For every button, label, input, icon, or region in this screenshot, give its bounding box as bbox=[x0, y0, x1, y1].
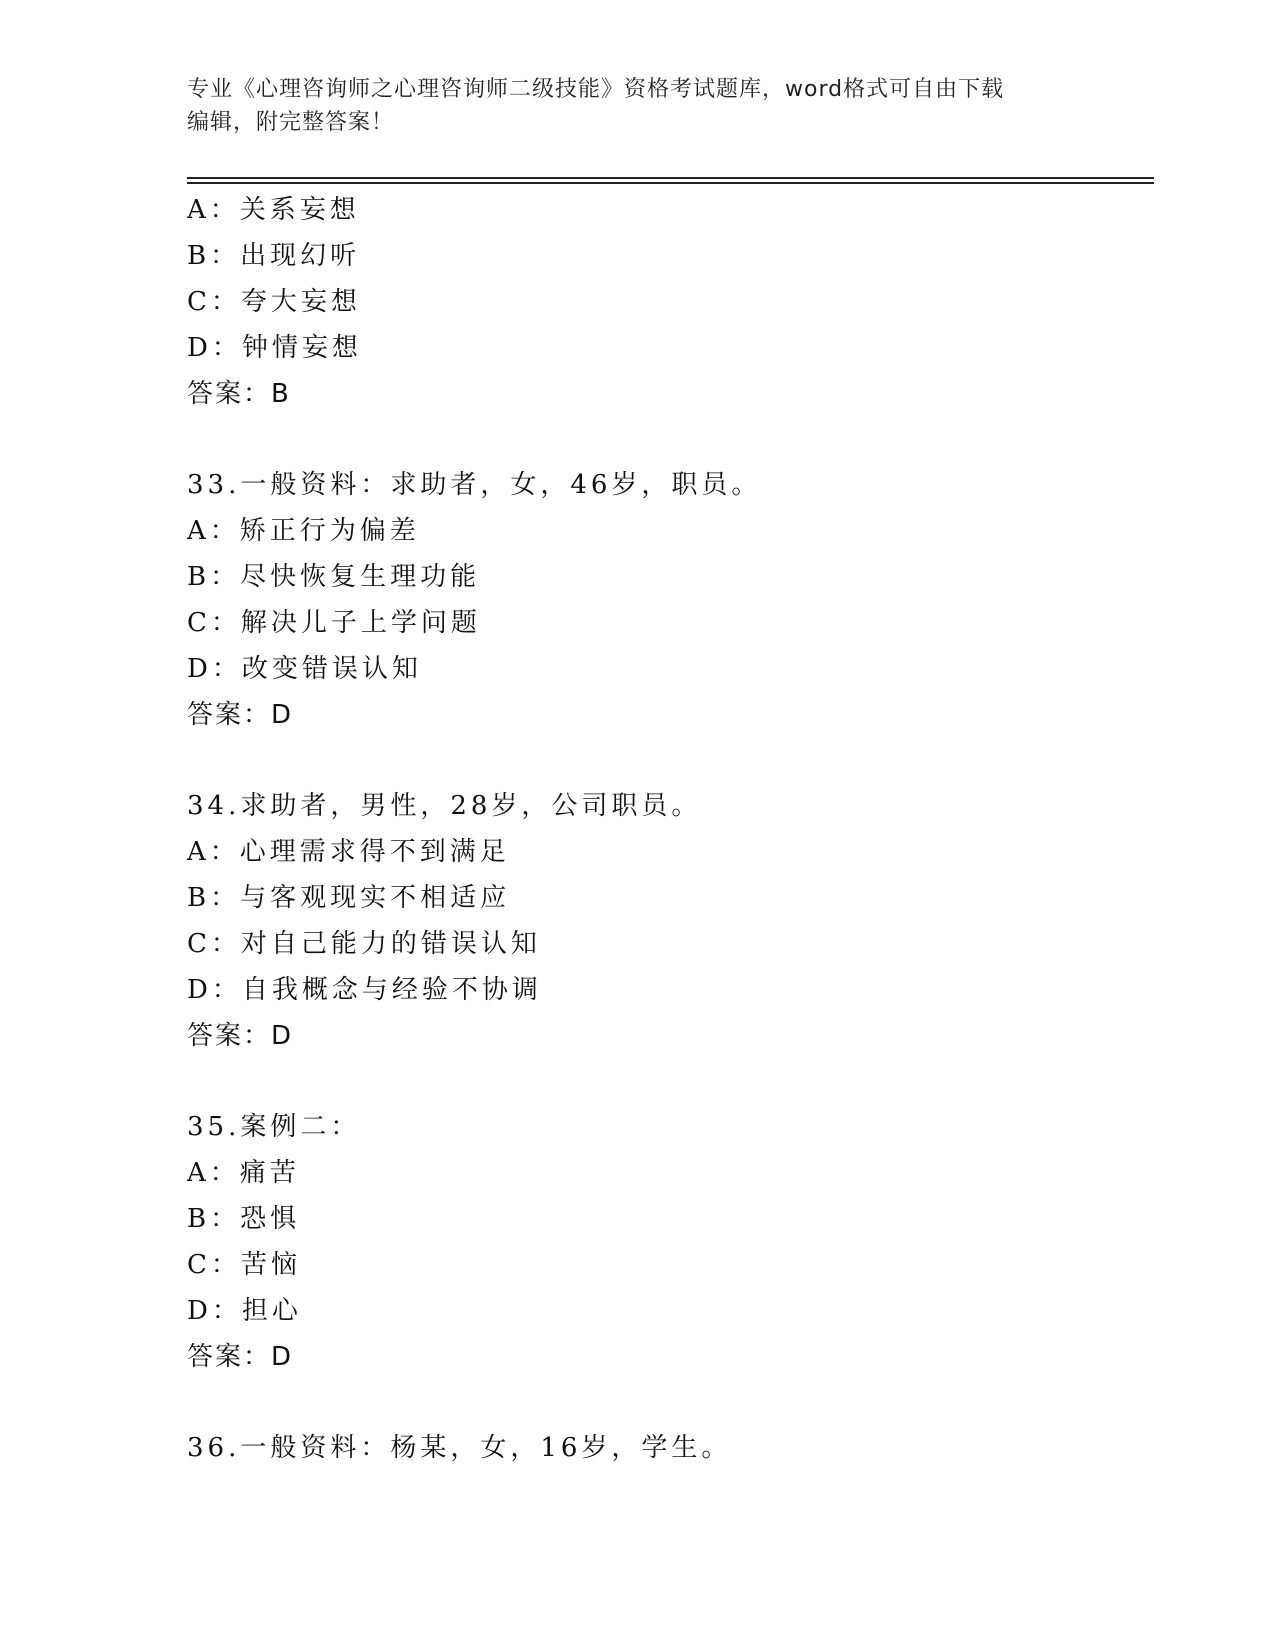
block-spacer bbox=[187, 1380, 1147, 1425]
answer-line: 答案：D bbox=[187, 1342, 294, 1372]
option-c: C：夸大妄想 bbox=[187, 287, 361, 317]
question-stem: 36.一般资料：杨某，女，16岁，学生。 bbox=[187, 1433, 732, 1463]
option-c: C：对自己能力的错误认知 bbox=[187, 929, 541, 959]
header-divider-top bbox=[187, 177, 1154, 179]
question-block bbox=[187, 187, 1147, 417]
question-block bbox=[187, 462, 1147, 738]
option-c: C：苦恼 bbox=[187, 1250, 301, 1280]
option-c: C：解决儿子上学问题 bbox=[187, 608, 481, 638]
answer-line: 答案：D bbox=[187, 1021, 294, 1051]
block-spacer bbox=[187, 417, 1147, 462]
option-a: A：心理需求得不到满足 bbox=[187, 837, 510, 867]
question-stem: 35.案例二： bbox=[187, 1112, 361, 1142]
answer-line: 答案：D bbox=[187, 700, 294, 730]
option-d: D：钟情妄想 bbox=[187, 333, 362, 363]
option-b: B：尽快恢复生理功能 bbox=[187, 562, 481, 592]
answer-line: 答案：B bbox=[187, 379, 291, 409]
option-b: B：与客观现实不相适应 bbox=[187, 883, 511, 913]
option-b: B：恐惧 bbox=[187, 1204, 301, 1234]
option-a: A：矫正行为偏差 bbox=[187, 516, 420, 546]
question-stem: 34.求助者，男性，28岁，公司职员。 bbox=[187, 791, 702, 821]
header-line-1: 专业《心理咨询师之心理咨询师二级技能》资格考试题库，word格式可自由下载 bbox=[187, 77, 1005, 102]
option-a: A：关系妄想 bbox=[187, 195, 360, 225]
header-divider-bottom bbox=[187, 182, 1154, 184]
question-list bbox=[187, 187, 1147, 1471]
option-d: D：自我概念与经验不协调 bbox=[187, 975, 542, 1005]
question-block bbox=[187, 1425, 1147, 1471]
question-block bbox=[187, 783, 1147, 1059]
block-spacer bbox=[187, 1059, 1147, 1104]
question-stem: 33.一般资料：求助者，女，46岁，职员。 bbox=[187, 470, 762, 500]
block-spacer bbox=[187, 738, 1147, 783]
option-d: D：担心 bbox=[187, 1296, 302, 1326]
header-line-2: 编辑，附完整答案！ bbox=[187, 110, 395, 135]
document-header bbox=[187, 73, 1087, 139]
option-b: B：出现幻听 bbox=[187, 241, 361, 271]
option-d: D：改变错误认知 bbox=[187, 654, 422, 684]
question-block bbox=[187, 1104, 1147, 1380]
option-a: A：痛苦 bbox=[187, 1158, 300, 1188]
